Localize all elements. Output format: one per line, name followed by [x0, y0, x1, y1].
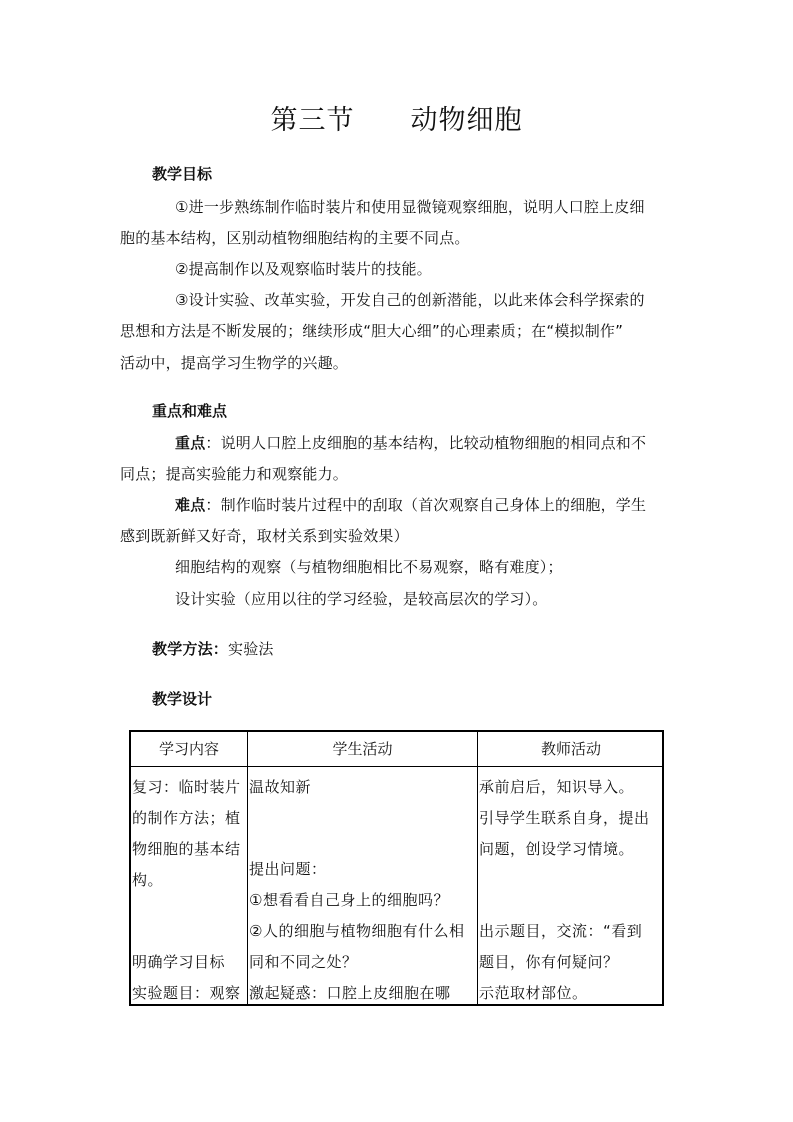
- teacher-cell-line: 引导学生联系自身，提出: [479, 809, 650, 827]
- difficulty-line: 感到既新鲜又好奇，取材关系到实验效果）: [120, 527, 409, 545]
- teacher-cell-line: 出示题目，交流：“看到: [479, 922, 643, 940]
- goals-line: 思想和方法是不断发展的；继续形成“胆大心细”的心理素质；在“模拟制作”: [120, 322, 624, 340]
- design-heading: 教学设计: [152, 690, 213, 708]
- table-header-teacher: 教师活动: [540, 740, 601, 758]
- keypoints-heading: 重点和难点: [152, 402, 228, 420]
- table-header-content: 学习内容: [158, 740, 219, 758]
- focus-line: 同点；提高实验能力和观察能力。: [120, 465, 349, 483]
- focus-text: ：说明人口腔上皮细胞的基本结构，比较动植物细胞的相同点和不: [205, 434, 647, 452]
- difficulty-line: [175, 494, 646, 515]
- content-cell-line: 构。: [132, 871, 164, 889]
- difficulty-label: 难点: [175, 496, 206, 514]
- student-cell-line: ②人的细胞与植物细胞有什么相: [249, 922, 465, 940]
- focus-label: 重点: [175, 434, 206, 452]
- student-cell-line: 激起疑惑：口腔上皮细胞在哪: [249, 984, 451, 1002]
- difficulty-text: ：制作临时装片过程中的刮取（首次观察自己身体上的细胞，学生: [205, 496, 647, 514]
- student-cell-line: 提出问题：: [249, 860, 327, 878]
- goals-line: ②提高制作以及观察临时装片的技能。: [175, 260, 432, 278]
- goals-line: ①进一步熟练制作临时装片和使用显微镜观察细胞，说明人口腔上皮细: [175, 198, 645, 216]
- goals-line: 胞的基本结构，区别动植物细胞结构的主要不同点。: [120, 229, 470, 247]
- goals-line: ③设计实验、改革实验，开发自己的创新潜能，以此来体会科学探索的: [175, 291, 645, 309]
- table-divider: [247, 732, 248, 1004]
- content-cell-line: 实验题目：观察: [132, 984, 241, 1002]
- method-line: [152, 638, 274, 659]
- page-title: 第三节 动物细胞: [270, 105, 523, 136]
- table-divider: [477, 732, 478, 1004]
- design-table: [129, 730, 664, 1006]
- goals-line: 活动中，提高学习生物学的兴趣。: [120, 354, 349, 372]
- teacher-cell-line: 承前启后，知识导入。: [479, 778, 635, 796]
- teacher-cell-line: 示范取材部位。: [479, 984, 588, 1002]
- focus-line: [175, 432, 646, 453]
- content-cell-line: 的制作方法；植: [132, 809, 241, 827]
- method-value: 实验法: [228, 640, 274, 658]
- student-cell-line: 同和不同之处？: [249, 953, 358, 971]
- difficulty-extra-line: 细胞结构的观察（与植物细胞相比不易观察，略有难度）；: [175, 558, 563, 576]
- student-cell-line: 温故知新: [249, 778, 312, 796]
- teacher-cell-line: 题目，你有何疑问？: [479, 953, 619, 971]
- content-cell-line: 明确学习目标: [132, 953, 226, 971]
- teacher-cell-line: 问题，创设学习情境。: [479, 840, 635, 858]
- table-header-student: 学生活动: [332, 740, 393, 758]
- content-cell-line: 物细胞的基本结: [132, 840, 241, 858]
- content-cell-line: 复习：临时装片: [132, 778, 241, 796]
- difficulty-extra-line: 设计实验（应用以往的学习经验，是较高层次的学习）。: [175, 590, 548, 608]
- goals-heading: 教学目标: [152, 165, 213, 183]
- method-label: 教学方法：: [152, 640, 229, 658]
- student-cell-line: ①想看看自己身上的细胞吗？: [249, 891, 449, 909]
